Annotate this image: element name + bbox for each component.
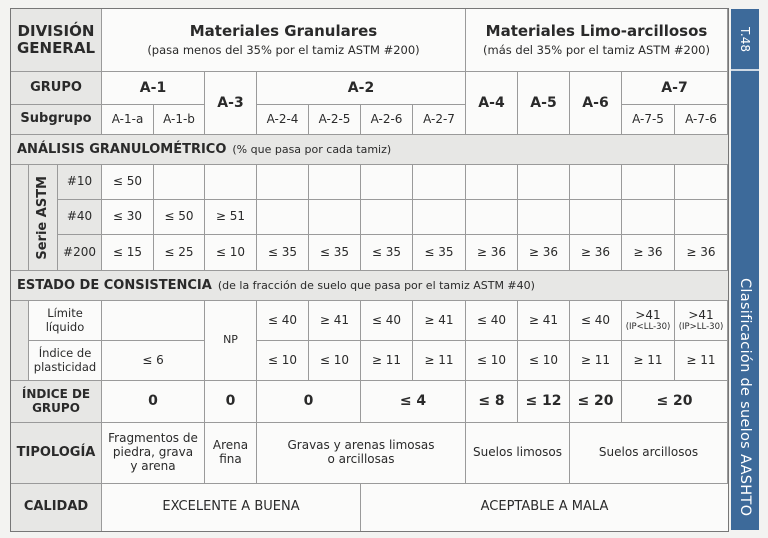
gi-a7: ≤ 20: [622, 381, 728, 423]
typology-a1: Fragmentos de piedra, grava y arena: [102, 423, 205, 484]
gran-cell-r200-4: ≤ 35: [309, 235, 361, 271]
sieve-40-label: #40: [58, 200, 102, 235]
ll-cell-6: ≤ 40: [570, 301, 622, 341]
gran-cell-r40-1: ≤ 50: [154, 200, 205, 235]
ll-cell-8: >41 (IP>LL-30): [675, 301, 728, 341]
gran-cell-r200-6: ≤ 35: [413, 235, 466, 271]
gran-cell-r40-9: [570, 200, 622, 235]
ll-cell-3: ≥ 41: [413, 301, 466, 341]
gran-cell-r10-1: [154, 165, 205, 200]
division-label: DIVISIÓN GENERAL: [16, 21, 96, 57]
ll-cell-0: ≤ 40: [257, 301, 309, 341]
ip-cell-8: ≥ 11: [675, 341, 728, 381]
gran-cell-r10-6: [413, 165, 466, 200]
gran-cell-r40-3: [257, 200, 309, 235]
ip-cell-0: ≤ 10: [257, 341, 309, 381]
gran-cell-r40-2: ≥ 51: [205, 200, 257, 235]
subgroup-a24: A-2-4: [257, 105, 309, 135]
subgroup-a1a: A-1-a: [102, 105, 154, 135]
gran-cell-r10-10: [622, 165, 675, 200]
indice-plasticidad-label: Índice de plasticidad: [29, 341, 102, 381]
side-title: Clasificación de suelos AASHTO: [737, 277, 753, 516]
subgroup-a76: A-7-6: [675, 105, 728, 135]
side-tab: [731, 9, 759, 530]
gran-cell-r10-3: [257, 165, 309, 200]
subgrupo-label: Subgrupo: [11, 105, 102, 135]
gran-cell-r200-8: ≥ 36: [518, 235, 570, 271]
typology-arcillosos: Suelos arcillosos: [570, 423, 728, 484]
gran-cell-r10-11: [675, 165, 728, 200]
ll-cell-1: ≥ 41: [309, 301, 361, 341]
group-a7: A-7: [622, 72, 728, 105]
calidad-label: CALIDAD: [11, 484, 102, 531]
ll-cell-2: ≤ 40: [361, 301, 413, 341]
side-code: T.48: [738, 26, 752, 52]
group-a3: A-3: [205, 72, 257, 135]
ip-cell-3: ≥ 11: [413, 341, 466, 381]
sieve-200-label: #200: [58, 235, 102, 271]
gi-a2-low: 0: [257, 381, 361, 423]
gran-cell-r40-8: [518, 200, 570, 235]
gran-cell-r200-1: ≤ 25: [154, 235, 205, 271]
gran-cell-r200-10: ≥ 36: [622, 235, 675, 271]
gran-cell-r40-4: [309, 200, 361, 235]
ll-a1-empty: [102, 301, 205, 341]
group-index-label: ÍNDICE DE GRUPO: [11, 381, 102, 423]
ip-cell-7: ≥ 11: [622, 341, 675, 381]
limo-subtitle: (más del 35% por el tamiz ASTM #200): [483, 43, 710, 58]
consistency-section-header: [11, 271, 728, 301]
granulometric-title: ANÁLISIS GRANULOMÉTRICO: [17, 142, 227, 157]
gran-cell-r10-7: [466, 165, 518, 200]
gran-cell-r10-4: [309, 165, 361, 200]
gran-cell-r200-5: ≤ 35: [361, 235, 413, 271]
limo-header: [466, 9, 728, 72]
gran-cell-r200-7: ≥ 36: [466, 235, 518, 271]
gran-cell-r200-11: ≥ 36: [675, 235, 728, 271]
gi-a1: 0: [102, 381, 205, 423]
group-a6: A-6: [570, 72, 622, 135]
consistency-note: (de la fracción de suelo que pasa por el tamiz ASTM #40): [217, 279, 535, 292]
subgroup-a25: A-2-5: [309, 105, 361, 135]
gran-cell-r10-5: [361, 165, 413, 200]
ip-cell-4: ≤ 10: [466, 341, 518, 381]
gran-cell-r40-7: [466, 200, 518, 235]
ip-cell-1: ≤ 10: [309, 341, 361, 381]
gran-cell-r200-2: ≤ 10: [205, 235, 257, 271]
division-header: [11, 9, 102, 72]
ip-cell-2: ≥ 11: [361, 341, 413, 381]
gran-cell-r40-10: [622, 200, 675, 235]
ll-cell-4: ≤ 40: [466, 301, 518, 341]
limite-liquido-label: Límite líquido: [29, 301, 102, 341]
group-a2: A-2: [257, 72, 466, 105]
typology-a3: Arena fina: [205, 423, 257, 484]
consistency-title: ESTADO DE CONSISTENCIA: [17, 278, 212, 293]
gran-cell-r200-9: ≥ 36: [570, 235, 622, 271]
typology-a2: Gravas y arenas limosas o arcillosas: [257, 423, 466, 484]
typology-limosos: Suelos limosos: [466, 423, 570, 484]
gran-cell-r40-6: [413, 200, 466, 235]
subgroup-a27: A-2-7: [413, 105, 466, 135]
tipologia-label: TIPOLOGÍA: [11, 423, 102, 484]
np-cell: NP: [205, 301, 257, 381]
granular-title: Materiales Granulares: [189, 21, 378, 40]
side-code-box: [731, 9, 759, 71]
limo-title: Materiales Limo-arcillosos: [485, 21, 708, 40]
side-title-box: [731, 71, 759, 530]
gi-a6: ≤ 20: [570, 381, 622, 423]
group-a4: A-4: [466, 72, 518, 135]
granulometric-section-header: [11, 135, 728, 165]
gran-cell-r10-9: [570, 165, 622, 200]
gi-a5: ≤ 12: [518, 381, 570, 423]
granulometric-note: (% que pasa por cada tamiz): [232, 143, 392, 156]
aashto-classification-table: [10, 8, 729, 532]
ll-cell-7: >41 (IP<LL-30): [622, 301, 675, 341]
gran-cell-r10-8: [518, 165, 570, 200]
ll-cell-5: ≥ 41: [518, 301, 570, 341]
gran-cell-r40-0: ≤ 30: [102, 200, 154, 235]
gran-cell-r200-0: ≤ 15: [102, 235, 154, 271]
granular-subtitle: (pasa menos del 35% por el tamiz ASTM #200): [147, 43, 420, 58]
group-a1: A-1: [102, 72, 205, 105]
group-a5: A-5: [518, 72, 570, 135]
quality-good: EXCELENTE A BUENA: [102, 484, 361, 531]
ip-cell-6: ≥ 11: [570, 341, 622, 381]
quality-poor: ACEPTABLE A MALA: [480, 499, 609, 515]
granular-header: [102, 9, 466, 72]
subgroup-a75: A-7-5: [622, 105, 675, 135]
grupo-label: GRUPO: [11, 72, 102, 105]
consistency-spacer: [11, 301, 29, 381]
subgroup-a1b: A-1-b: [154, 105, 205, 135]
ip-a1: ≤ 6: [102, 341, 205, 381]
granulometric-spacer: [11, 165, 29, 271]
ip-cell-5: ≤ 10: [518, 341, 570, 381]
gi-a2-high: ≤ 4: [361, 381, 466, 423]
gran-cell-r10-0: ≤ 50: [102, 165, 154, 200]
subgroup-a26: A-2-6: [361, 105, 413, 135]
serie-astm-label: Serie ASTM: [29, 165, 58, 271]
gran-cell-r200-3: ≤ 35: [257, 235, 309, 271]
gran-cell-r40-11: [675, 200, 728, 235]
gi-a3: 0: [205, 381, 257, 423]
gi-a4: ≤ 8: [466, 381, 518, 423]
gran-cell-r10-2: [205, 165, 257, 200]
gran-cell-r40-5: [361, 200, 413, 235]
sieve-10-label: #10: [58, 165, 102, 200]
